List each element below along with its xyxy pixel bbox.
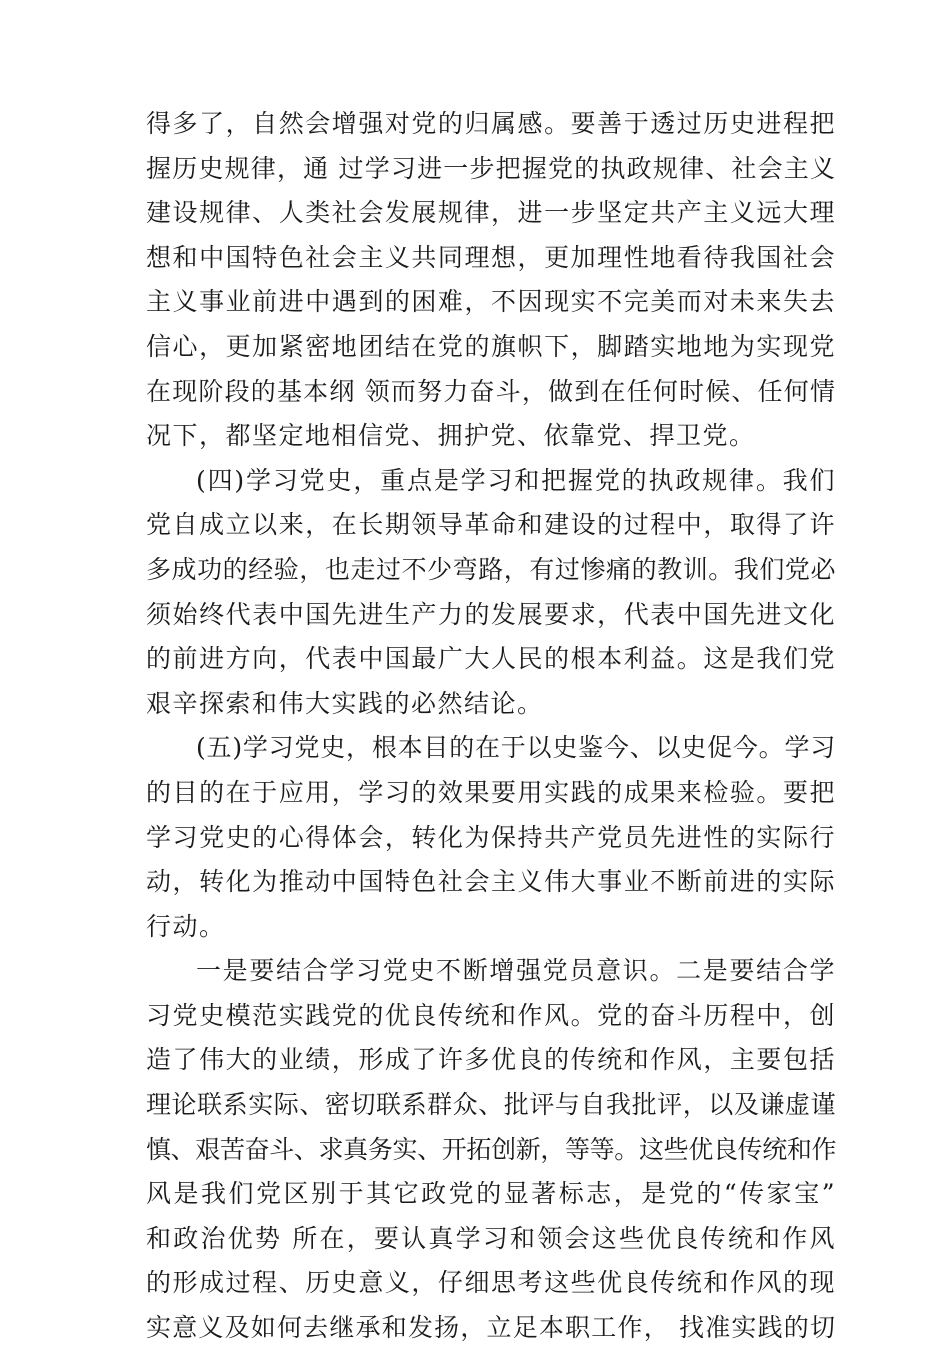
text-line: 和政治优势 所在，要认真学习和领会这些优良传统和作风 [146,1223,836,1253]
text-line: 主义事业前进中遇到的困难，不因现实不完美而对未来失去 [146,287,836,317]
text-line: 行动。 [146,911,226,941]
text-line: 一是要结合学习党史不断增强党员意识。二是要结合学 [196,956,836,986]
text-line: 风是我们党区别于其它政党的显著标志，是党的“传家宝” [146,1179,836,1209]
text-line: 动，转化为推动中国特色社会主义伟大事业不断前进的实际 [146,867,836,897]
text-line: 实意义及如何去继承和发扬，立足本职工作， 找准实践的切 [146,1313,836,1343]
text-line: 在现阶段的基本纲 领而努力奋斗，做到在任何时候、任何情 [146,376,836,406]
text-line: 想和中国特色社会主义共同理想，更加理性地看待我国社会 [146,242,836,272]
text-line: 多成功的经验，也走过不少弯路，有过惨痛的教训。我们党必 [146,554,836,584]
text-line: 艰辛探索和伟大实践的必然结论。 [146,688,544,718]
text-line: 须始终代表中国先进生产力的发展要求，代表中国先进文化 [146,599,836,629]
text-line: 学习党史的心得体会，转化为保持共产党员先进性的实际行 [146,822,836,852]
text-line: 信心，更加紧密地团结在党的旗帜下，脚踏实地地为实现党 [146,331,836,361]
text-line: 慎、艰苦奋斗、求真务实、开拓创新，等等。这些优良传统和作 [146,1134,836,1164]
text-line: 建设规律、人类社会发展规律，进一步坚定共产主义远大理 [146,198,836,228]
text-line: (四)学习党史，重点是学习和把握党的执政规律。我们 [196,465,836,495]
document-body [146,102,836,1351]
text-line: 造了伟大的业绩，形成了许多优良的传统和作风，主要包括 [146,1045,836,1075]
text-line: 习党史模范实践党的优良传统和作风。党的奋斗历程中，创 [146,1000,836,1030]
text-line: 的前进方向，代表中国最广大人民的根本利益。这是我们党 [146,644,836,674]
text-line: 党自成立以来，在长期领导革命和建设的过程中，取得了许 [146,510,836,540]
text-line: 握历史规律，通 过学习进一步把握党的执政规律、社会主义 [146,153,836,183]
text-line: (五)学习党史，根本目的在于以史鉴今、以史促今。学习 [196,733,836,763]
text-line: 理论联系实际、密切联系群众、批评与自我批评，以及谦虚谨 [146,1090,836,1120]
text-line: 况下，都坚定地相信党、拥护党、依靠党、捍卫党。 [146,421,756,451]
text-line: 的形成过程、历史意义，仔细思考这些优良传统和作风的现 [146,1268,836,1298]
text-line: 得多了，自然会增强对党的归属感。要善于透过历史进程把 [146,109,836,138]
text-line: 的目的在于应用，学习的效果要用实践的成果来检验。要把 [146,777,836,807]
